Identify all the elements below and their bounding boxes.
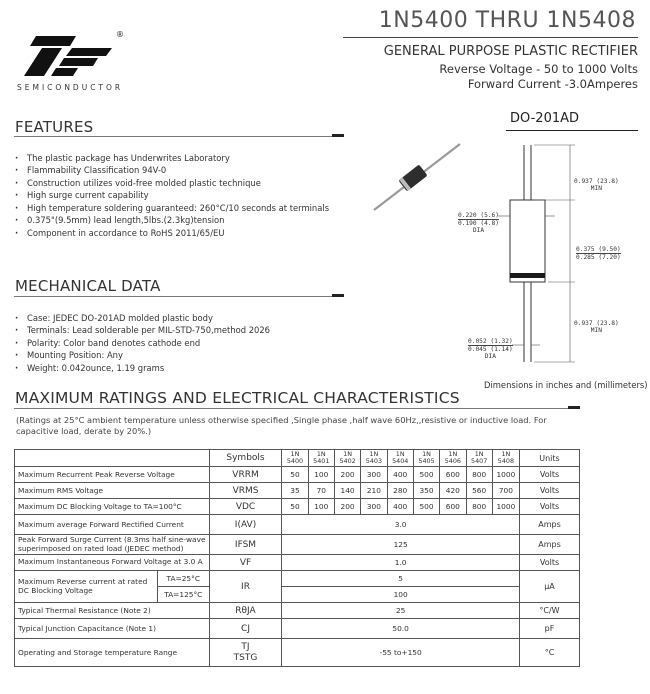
list-item: · Polarity: Color band denotes cathode end [15, 337, 360, 349]
symbol-tstg: TSTG [233, 652, 258, 663]
registered-mark: ® [116, 30, 124, 39]
row-unit: Volts [519, 499, 579, 515]
row-symbol: RθJA [209, 603, 282, 619]
part-suffix: 5403 [365, 457, 383, 466]
part-prefix: 1N [395, 450, 405, 458]
part-prefix: 1N [474, 450, 484, 458]
col-part [282, 450, 308, 467]
row-unit: μA [519, 571, 579, 603]
row-symbol [209, 639, 282, 667]
list-item: · The plastic package has Underwrites Laboratory [15, 152, 360, 164]
list-item: · Flammability Classification 94V-0 [15, 164, 360, 176]
part-suffix: 5401 [313, 457, 330, 466]
dim-value: 0.937 (23.8) [574, 178, 619, 185]
dim-value: 0.937 (23.8) [574, 320, 619, 327]
cell-value: 25 [282, 603, 520, 619]
col-part [387, 450, 413, 467]
package-title-rule [506, 130, 638, 131]
part-suffix: 5408 [497, 457, 515, 466]
cell-value: 70 [308, 483, 334, 499]
row-label: Maximum Instantaneous Forward Voltage at 3.0 A [15, 555, 210, 571]
package-name: DO-201AD [510, 111, 580, 126]
cell-value: 1000 [492, 467, 519, 483]
reverse-voltage-spec: Reverse Voltage - 50 to 1000 Volts [439, 62, 638, 76]
ratings-rule-mark [568, 406, 580, 409]
cell-value: 560 [466, 483, 492, 499]
dim-lead-length-top [574, 178, 619, 192]
dim-lead-diameter [468, 338, 513, 360]
part-suffix: 5404 [392, 457, 409, 466]
cell-value: 300 [361, 499, 387, 515]
dim-value: 0.190 (4.8) [458, 220, 499, 227]
dim-body-length [576, 246, 621, 261]
cell-value: 50.0 [282, 619, 520, 639]
cell-value: 200 [334, 467, 360, 483]
mechanical-rule-mark [332, 294, 344, 297]
cell-value: 35 [282, 483, 308, 499]
col-part [361, 450, 387, 467]
table-header-row [15, 450, 580, 467]
row-unit: Volts [519, 483, 579, 499]
list-item: · Weight: 0.042ounce, 1.19 grams [15, 362, 360, 374]
ratings-note: (Ratings at 25°C ambient temperature unless otherwise specified ,Single phase ,half wave 60Hz,,resistive or inductive load. For capacitive load, derate by 20%.) [16, 415, 547, 436]
dim-lead-length-bottom [574, 320, 619, 334]
dim-min-label: MIN [590, 327, 602, 334]
row-label: Maximum average Forward Rectified Current [15, 515, 210, 535]
col-part [466, 450, 492, 467]
row-symbol: IR [209, 571, 282, 603]
cell-value: 600 [440, 499, 466, 515]
symbol-tj: TJ [241, 641, 250, 652]
row-unit: °C/W [519, 603, 579, 619]
dim-value: 0.375 (9.50) [576, 246, 621, 253]
product-title: GENERAL PURPOSE PLASTIC RECTIFIER [383, 44, 638, 59]
features-rule-mark [332, 134, 344, 137]
dim-value: 0.220 (5.6) [458, 212, 499, 219]
cell-value: 600 [440, 467, 466, 483]
cell-value: 210 [361, 483, 387, 499]
mechanical-heading: MECHANICAL DATA [15, 277, 161, 295]
cell-value: -55 to+150 [282, 639, 520, 667]
table-row [15, 483, 580, 499]
cell-value: 100 [282, 587, 520, 603]
col-units: Units [519, 450, 579, 467]
part-suffix: 5402 [339, 457, 356, 466]
col-part [492, 450, 519, 467]
mechanical-rule [14, 296, 344, 297]
cell-value: 350 [413, 483, 439, 499]
header-blank [15, 450, 210, 467]
row-symbol: VF [209, 555, 282, 571]
cell-value: 3.0 [282, 515, 520, 535]
row-label: Maximum Reverse current at rated DC Blocking Voltage [15, 571, 158, 603]
mechanical-list [15, 312, 360, 374]
part-number-title: 1N5400 THRU 1N5408 [378, 8, 636, 33]
row-symbol: I(AV) [209, 515, 282, 535]
cell-value: 50 [282, 467, 308, 483]
part-prefix: 1N [290, 450, 300, 458]
part-prefix: 1N [422, 450, 431, 458]
row-symbol: IFSM [209, 535, 282, 555]
part-prefix: 1N [369, 450, 379, 458]
table-row [15, 499, 580, 515]
list-item: · Case: JEDEC DO-201AD molded plastic body [15, 312, 360, 324]
header-rule [343, 37, 638, 38]
part-suffix: 5405 [418, 457, 435, 466]
cell-value: 50 [282, 499, 308, 515]
row-unit: Amps [519, 515, 579, 535]
table-row [15, 619, 580, 639]
dim-dia-label: DIA [472, 227, 485, 234]
dimensions-note: Dimensions in inches and (millimeters) [484, 380, 648, 390]
list-item: · Mounting Position: Any [15, 349, 360, 361]
table-row [15, 555, 580, 571]
dim-body-diameter [458, 212, 499, 234]
row-label: Maximum Recurrent Peak Reverse Voltage [15, 467, 210, 483]
list-item: · Component in accordance to RoHS 2011/65/EU [15, 227, 360, 239]
cell-value: 100 [308, 499, 334, 515]
col-part [440, 450, 466, 467]
brand-subtitle: SEMICONDUCTOR [17, 83, 124, 92]
ratings-heading: MAXIMUM RATINGS AND ELECTRICAL CHARACTERISTICS [15, 389, 460, 407]
row-label: Typical Junction Capacitance (Note 1) [15, 619, 210, 639]
row-condition: TA=25°C [157, 571, 209, 587]
cell-value: 280 [387, 483, 413, 499]
company-logo [22, 34, 114, 78]
row-symbol: VRMS [209, 483, 282, 499]
cell-value: 800 [466, 499, 492, 515]
dim-value: 0.285 (7.20) [576, 254, 621, 261]
part-prefix: 1N [316, 450, 326, 458]
row-unit: Volts [519, 467, 579, 483]
ratings-table [14, 449, 580, 667]
row-symbol: VRRM [209, 467, 282, 483]
part-suffix: 5406 [444, 457, 461, 466]
row-unit: pF [519, 619, 579, 639]
features-list [15, 152, 360, 239]
dim-value: 0.045 (1.14) [468, 346, 513, 353]
cell-value: 400 [387, 467, 413, 483]
col-part [334, 450, 360, 467]
row-symbol: CJ [209, 619, 282, 639]
part-suffix: 5407 [471, 457, 488, 466]
table-row [15, 535, 580, 555]
row-symbol: VDC [209, 499, 282, 515]
cell-value: 1000 [492, 499, 519, 515]
row-label: Maximum DC Blocking Voltage to TA=100°C [15, 499, 210, 515]
dim-dia-label: DIA [484, 353, 496, 360]
cell-value: 400 [387, 499, 413, 515]
cell-value: 200 [334, 499, 360, 515]
table-row [15, 603, 580, 619]
forward-current-spec: Forward Current -3.0Amperes [467, 77, 638, 91]
row-unit: Volts [519, 555, 579, 571]
row-unit: °C [519, 639, 579, 667]
ratings-rule [14, 408, 580, 409]
dim-value: 0.052 (1.32) [468, 338, 513, 345]
list-item: · Terminals: Lead solderable per MIL-STD-750,method 2026 [15, 324, 360, 336]
col-part [308, 450, 334, 467]
list-item: · High temperature soldering guaranteed: 260°C/10 seconds at terminals [15, 202, 360, 214]
list-item: · High surge current capability [15, 189, 360, 201]
cell-value: 700 [492, 483, 519, 499]
list-item: · Construction utilizes void-free molded plastic technique [15, 177, 360, 189]
features-rule [14, 136, 344, 137]
table-row [15, 571, 580, 587]
cell-value: 800 [466, 467, 492, 483]
col-part [413, 450, 439, 467]
part-prefix: 1N [501, 450, 511, 458]
part-prefix: 1N [343, 450, 353, 458]
features-heading: FEATURES [15, 118, 94, 136]
row-label: Maximum RMS Voltage [15, 483, 210, 499]
row-unit: Amps [519, 535, 579, 555]
table-row [15, 515, 580, 535]
row-label: Operating and Storage temperature Range [15, 639, 210, 667]
list-item: · 0.375"(9.5mm) lead length,5lbs.(2.3kg)tension [15, 214, 360, 226]
cell-value: 300 [361, 467, 387, 483]
cell-value: 125 [282, 535, 520, 555]
part-prefix: 1N [448, 450, 458, 458]
table-row [15, 467, 580, 483]
cell-value: 420 [440, 483, 466, 499]
dim-min-label: MIN [590, 185, 602, 192]
row-label: Peak Forward Surge Current (8.3ms half sine-wave superimposed on rated load (JEDEC method) [15, 535, 210, 555]
cell-value: 5 [282, 571, 520, 587]
part-suffix: 5400 [286, 457, 304, 466]
col-symbols: Symbols [209, 450, 282, 467]
cell-value: 500 [413, 467, 439, 483]
table-row [15, 639, 580, 667]
cell-value: 100 [308, 467, 334, 483]
cell-value: 1.0 [282, 555, 520, 571]
cell-value: 500 [413, 499, 439, 515]
row-condition: TA=125°C [157, 587, 209, 603]
cell-value: 140 [334, 483, 360, 499]
row-label: Typical Thermal Resistance (Note 2) [15, 603, 210, 619]
